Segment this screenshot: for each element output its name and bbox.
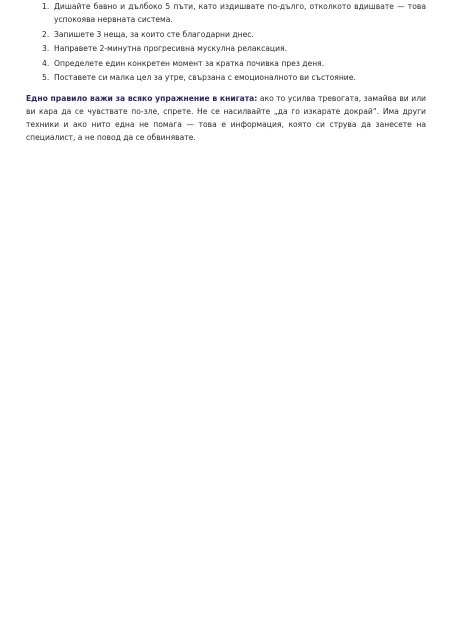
list-item-number: 5. — [42, 73, 50, 82]
list-item — [26, 57, 426, 70]
list-item-text: Дишайте бавно и дълбоко 5 пъти, като издишвате по-дълго, отколкото вдишвате — това успокоява нервната система. — [54, 2, 426, 24]
steps-list — [26, 0, 426, 84]
list-item-number: 1. — [42, 2, 50, 11]
list-item-text: Запишете 3 неща, за които сте благодарни днес. — [54, 29, 254, 39]
list-item-text: Поставете си малка цел за утре, свързана с емоционалното ви състояние. — [54, 73, 356, 82]
list-item — [26, 71, 426, 84]
list-item — [26, 42, 426, 55]
page-content — [26, 0, 426, 152]
list-item-text: Определете един конкретен момент за кратка почивка през деня. — [54, 58, 325, 68]
list-item-text: Направете 2-минутна прогресивна мускулна релаксация. — [54, 44, 288, 53]
list-item — [26, 28, 426, 41]
list-item-number: 3. — [42, 44, 50, 53]
list-item — [26, 0, 426, 26]
rule-lead: Едно правило важи за всяко упражнение в книгата: — [26, 94, 258, 103]
rule-paragraph — [26, 92, 426, 144]
rule-body: ако то усилва тревогата, замайва ви или ви кара да се чувствате по-зле, спрете. Не се насилвайте „да го изкарате докрай“. Има други техники и ако нито една не помага — това е информация, която си струва да занесете на специалист, а не повод да се обвинявате. — [26, 94, 426, 142]
list-item-number: 2. — [42, 29, 50, 39]
list-item-number: 4. — [42, 58, 50, 68]
